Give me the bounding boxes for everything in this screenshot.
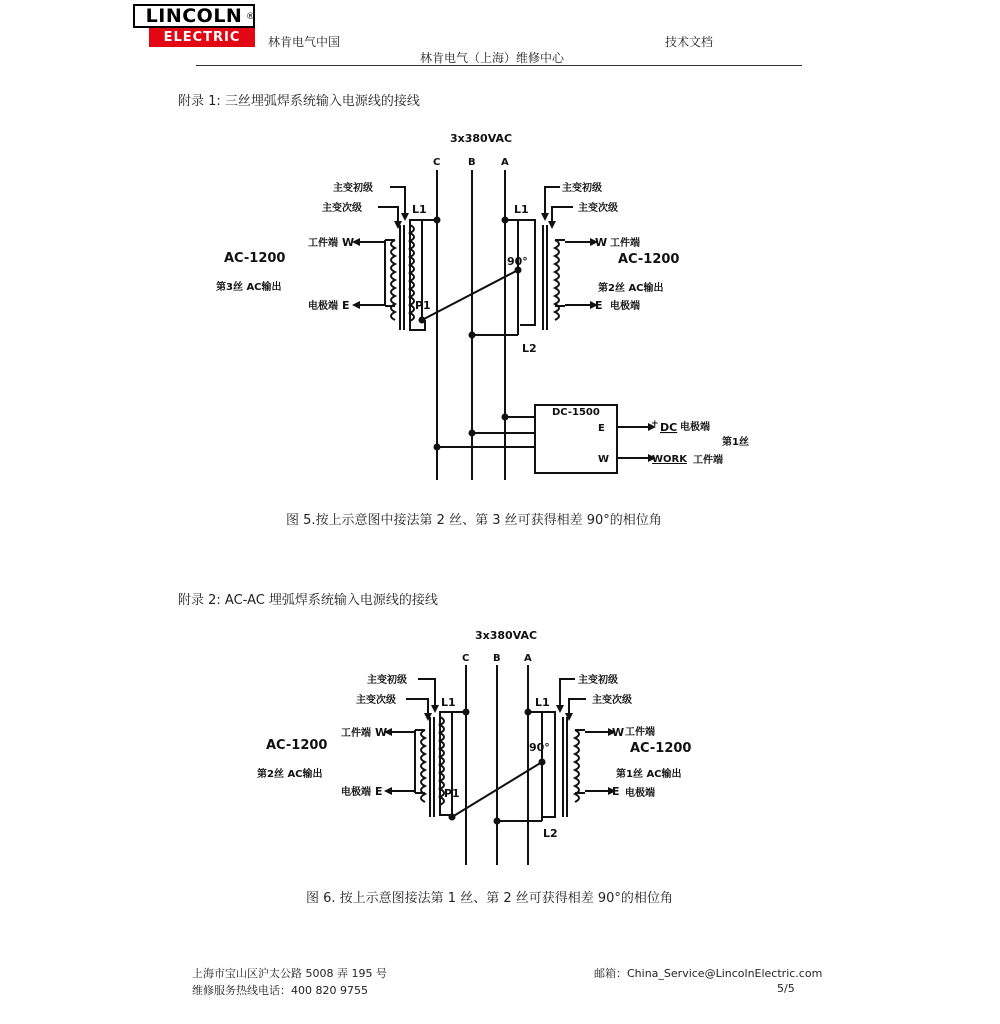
s2-right-primary: 主变初级 [578, 675, 618, 686]
section1-wiring-diagram [200, 125, 780, 485]
s1-dc-work-cn: 工件端 [693, 455, 723, 466]
s2-phase-b: B [493, 653, 501, 664]
section2-caption: 图 6. 按上示意图接法第 1 丝、第 2 丝可获得相差 90°的相位角 [306, 891, 673, 906]
s1-phase-a: A [501, 157, 509, 168]
s1-right-work-terminal: 工件端 [610, 238, 640, 249]
s1-dc-work: WORK [652, 454, 687, 465]
s2-right-work-terminal: 工件端 [625, 727, 655, 738]
s2-right-output: 第1丝 AC输出 [616, 769, 682, 780]
s1-dc-electrode: 电极端 [680, 422, 710, 433]
s2-phase-c: C [462, 653, 470, 664]
s1-right-primary: 主变初级 [562, 183, 602, 194]
registered-mark: ® [246, 12, 255, 22]
s1-left-primary: 主变初级 [333, 183, 373, 194]
footer-hotline: 维修服务热线电话：400 820 9755 [192, 984, 368, 997]
s2-left-l1: L1 [441, 696, 456, 709]
header-doc-type: 技术文档 [665, 35, 714, 49]
s1-right-electrode-terminal: 电极端 [610, 301, 640, 312]
s2-left-primary: 主变初级 [367, 675, 407, 686]
s2-left-model: AC-1200 [266, 738, 328, 753]
section1-heading: 附录 1: 三丝埋弧焊系统输入电源线的接线 [178, 94, 420, 109]
section1-caption: 图 5.按上示意图中接法第 2 丝、第 3 丝可获得相差 90°的相位角 [286, 513, 662, 528]
s1-right-secondary: 主变次级 [578, 203, 618, 214]
s1-supply: 3x380VAC [450, 132, 513, 145]
s1-phase-b: B [468, 157, 476, 168]
s2-left-secondary: 主变次级 [356, 695, 396, 706]
lincoln-electric-logo [133, 4, 255, 48]
s1-left-work-terminal: 工件端 [308, 238, 338, 249]
s1-angle: 90° [507, 255, 528, 268]
s1-left-secondary: 主变次级 [322, 203, 362, 214]
s1-left-e: E [342, 299, 350, 312]
s2-right-w: W [612, 726, 625, 739]
s1-dc-label: DC [660, 421, 678, 434]
s2-left-work-terminal: 工件端 [341, 728, 371, 739]
s1-p1: P1 [415, 299, 431, 312]
footer-email: 邮箱：China_Service@LincolnElectric.com [594, 967, 823, 980]
s2-left-e: E [375, 785, 383, 798]
header-company: 林肯电气中国 [268, 35, 341, 49]
s2-p1: P1 [444, 787, 460, 800]
s1-dc-plus: + [651, 419, 659, 429]
s1-right-w: W [595, 236, 608, 249]
s2-phase-a: A [524, 653, 532, 664]
s1-right-e: E [595, 299, 603, 312]
s1-right-l1: L1 [514, 203, 529, 216]
s1-left-l1: L1 [412, 203, 427, 216]
s1-left-electrode-terminal: 电极端 [308, 301, 338, 312]
section2-wiring-diagram [230, 625, 730, 870]
s2-left-electrode-terminal: 电极端 [341, 787, 371, 798]
s2-l2: L2 [543, 827, 558, 840]
s1-phase-c: C [433, 157, 441, 168]
s2-angle: 90° [529, 741, 550, 754]
s1-right-output: 第2丝 AC输出 [598, 283, 664, 294]
s1-left-output: 第3丝 AC输出 [216, 282, 282, 293]
s2-left-w: W [375, 726, 388, 739]
s1-left-model: AC-1200 [224, 251, 286, 266]
header-subtitle: 林肯电气（上海）维修中心 [420, 51, 565, 65]
s2-right-electrode-terminal: 电极端 [625, 788, 655, 799]
s2-right-secondary: 主变次级 [592, 695, 632, 706]
footer-page-number: 5/5 [777, 982, 795, 995]
logo-electric: ELECTRIC [149, 28, 255, 47]
s1-left-w: W [342, 236, 355, 249]
s1-dc-w: W [598, 454, 610, 465]
s1-l2: L2 [522, 342, 537, 355]
section2-heading: 附录 2: AC-AC 埋弧焊系统输入电源线的接线 [178, 593, 438, 608]
s1-dc-model: DC-1500 [552, 407, 600, 418]
header-rule [196, 65, 802, 66]
s1-dc-e: E [598, 423, 605, 434]
s2-right-e: E [612, 785, 620, 798]
s1-dc-wire: 第1丝 [722, 437, 749, 448]
footer-address: 上海市宝山区沪太公路 5008 弄 195 号 [192, 967, 387, 980]
s2-left-output: 第2丝 AC输出 [257, 769, 323, 780]
s2-right-l1: L1 [535, 696, 550, 709]
logo-lincoln: LINCOLN [133, 4, 255, 28]
s1-right-model: AC-1200 [618, 252, 680, 267]
s2-supply: 3x380VAC [475, 629, 538, 642]
s2-right-model: AC-1200 [630, 741, 692, 756]
